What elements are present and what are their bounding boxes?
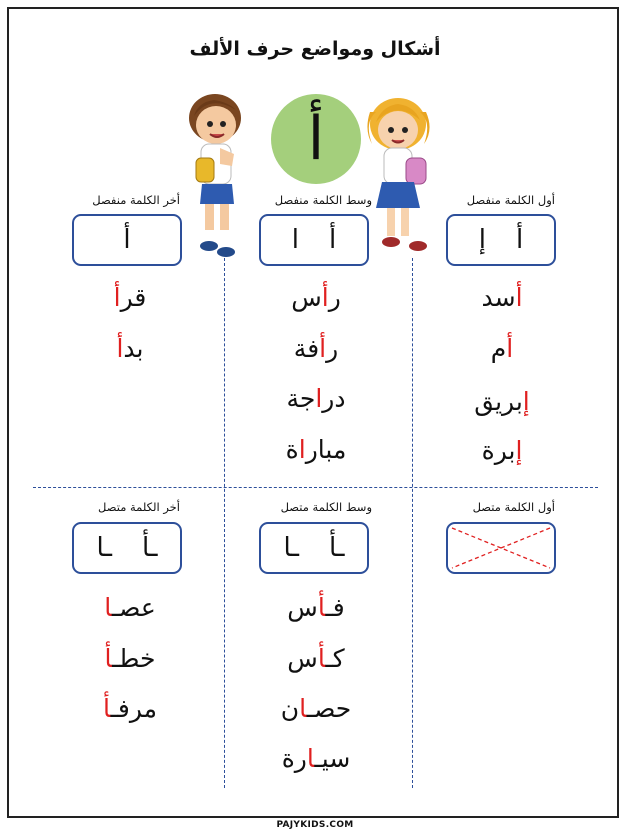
form-glyph: أ <box>329 225 337 255</box>
forms-box-separate-start <box>446 214 556 266</box>
forms-box-separate-end <box>72 214 182 266</box>
word-separate-end: قرأ <box>113 283 147 312</box>
label-separate-middle: وسط الكلمة منفصل <box>274 193 372 207</box>
word-separate-middle: رأس <box>291 283 341 312</box>
label-connected-end: أخر الكلمة متصل <box>98 500 180 514</box>
page-title: أشكال ومواضع حرف الألف <box>189 38 441 60</box>
forms-box-connected-middle <box>259 522 369 574</box>
word-separate-end: بدأ <box>116 334 144 363</box>
form-glyph: أ <box>516 225 524 255</box>
form-glyph: أ <box>123 225 131 255</box>
footer-text: PAJYKIDS.COM <box>271 820 358 830</box>
form-glyph: ـأ <box>142 533 158 563</box>
form-glyph: ـا <box>283 533 299 563</box>
section-divider <box>33 487 598 488</box>
form-glyph: ـا <box>96 533 112 563</box>
word-separate-start: إبريق <box>474 387 530 416</box>
form-glyph: ـأ <box>329 533 345 563</box>
not-applicable-cross-icon <box>448 524 554 572</box>
forms-box-separate-middle <box>259 214 369 266</box>
word-connected-middle: كـأس <box>287 644 345 673</box>
form-glyph: إ <box>478 225 486 255</box>
word-separate-start: إبرة <box>481 436 523 465</box>
main-letter: أ <box>307 104 325 174</box>
word-separate-middle: دراجة <box>286 384 346 413</box>
column-divider-left <box>224 258 225 788</box>
main-letter-circle <box>271 94 361 184</box>
label-separate-end: أخر الكلمة منفصل <box>92 193 180 207</box>
word-connected-middle: فـأس <box>287 593 345 622</box>
forms-box-connected-start <box>446 522 556 574</box>
word-separate-start: أسد <box>481 283 523 312</box>
girl-illustration <box>358 82 438 262</box>
label-connected-middle: وسط الكلمة متصل <box>280 500 372 514</box>
word-connected-middle: حصـان <box>280 694 352 723</box>
word-separate-start: أم <box>490 334 514 363</box>
footer-watermark <box>0 812 630 831</box>
label-connected-start: أول الكلمة متصل <box>472 500 555 514</box>
word-connected-middle: سيـارة <box>281 744 351 773</box>
word-connected-end: عصـا <box>104 593 156 622</box>
label-separate-start: أول الكلمة منفصل <box>466 193 555 207</box>
column-divider-right <box>412 258 413 788</box>
boy-illustration <box>180 80 250 260</box>
word-connected-end: خطـأ <box>104 644 156 673</box>
word-separate-middle: رأفة <box>293 334 339 363</box>
word-separate-middle: مباراة <box>285 435 347 464</box>
form-glyph: ا <box>291 225 299 255</box>
forms-box-connected-end <box>72 522 182 574</box>
word-connected-end: مرفـأ <box>102 694 158 723</box>
